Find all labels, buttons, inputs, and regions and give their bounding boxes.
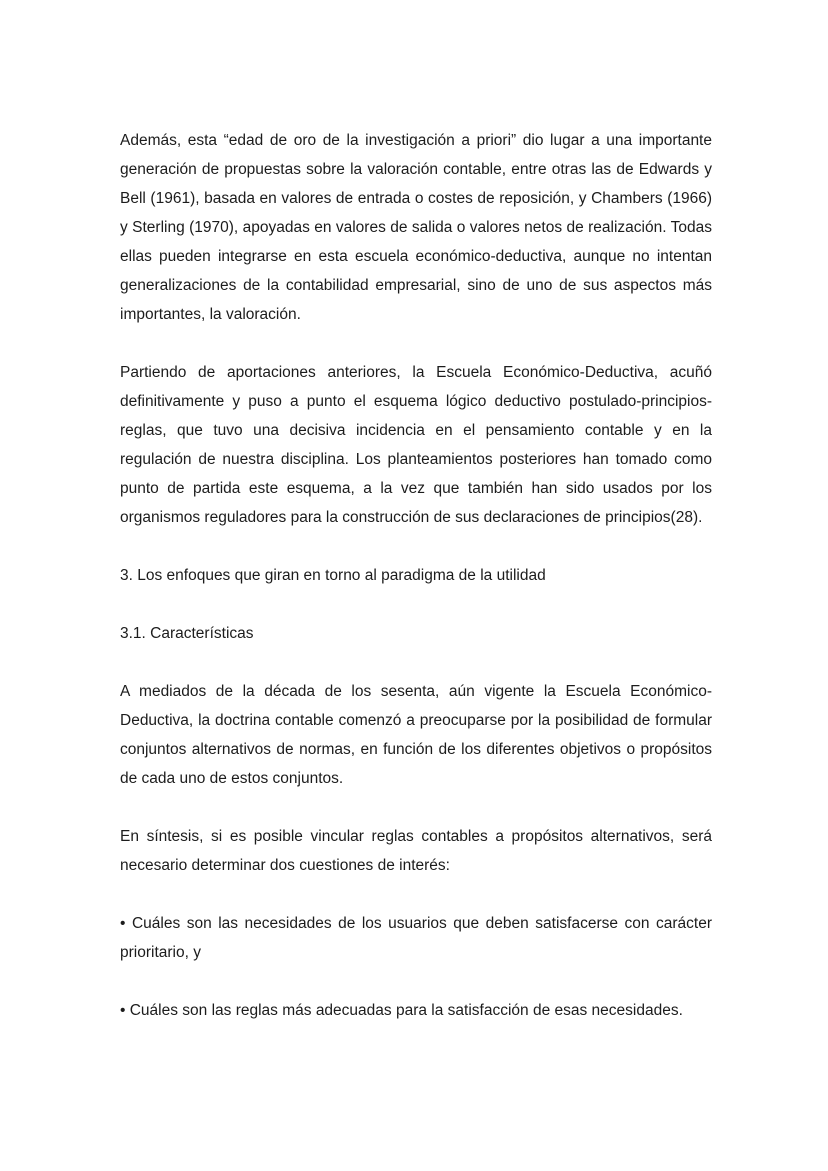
bullet-item-reglas-adecuadas: • Cuáles son las reglas más adecuadas para la satisfacción de esas necesidades. (120, 1002, 683, 1019)
paragraph-mediados-decada: A mediados de la década de los sesenta, aún vigente la Escuela Económico-Deductiva, la doctrina contable comenzó a preocuparse por la posibilidad de formular conjuntos alternativos de normas, en función de los diferentes objetivos o propósitos de cada uno de estos conjuntos. (120, 683, 712, 787)
bullet-item-necesidades-usuarios: • Cuáles son las necesidades de los usuarios que deben satisfacerse con carácter prioritario, y (120, 915, 712, 961)
paragraph-en-sintesis: En síntesis, si es posible vincular reglas contables a propósitos alternativos, será necesario determinar dos cuestiones de interés: (120, 828, 712, 874)
subsection-heading-3-1: 3.1. Características (120, 625, 254, 642)
paragraph-escuela-economico-deductiva: Partiendo de aportaciones anteriores, la Escuela Económico-Deductiva, acuñó definitivamente y puso a punto el esquema lógico deductivo postulado-principios-reglas, que tuvo una decisiva incidencia en el pensamiento contable y en la regulación de nuestra disciplina. Los planteamientos posteriores han tomado como punto de partida este esquema, a la vez que también han sido usados por los organismos reguladores para la construcción de sus declaraciones de principios(28). (120, 364, 712, 526)
section-heading-3: 3. Los enfoques que giran en torno al paradigma de la utilidad (120, 567, 546, 584)
paragraph-golden-age: Además, esta “edad de oro de la investigación a priori” dio lugar a una importante generación de propuestas sobre la valoración contable, entre otras las de Edwards y Bell (1961), basada en valores de entrada o costes de reposición, y Chambers (1966) y Sterling (1970), apoyadas en valores de salida o valores netos de realización. Todas ellas pueden integrarse en esta escuela económico-deductiva, aunque no intentan generalizaciones de la contabilidad empresarial, sino de uno de sus aspectos más importantes, la valoración. (120, 132, 712, 323)
text-column (120, 126, 712, 1054)
